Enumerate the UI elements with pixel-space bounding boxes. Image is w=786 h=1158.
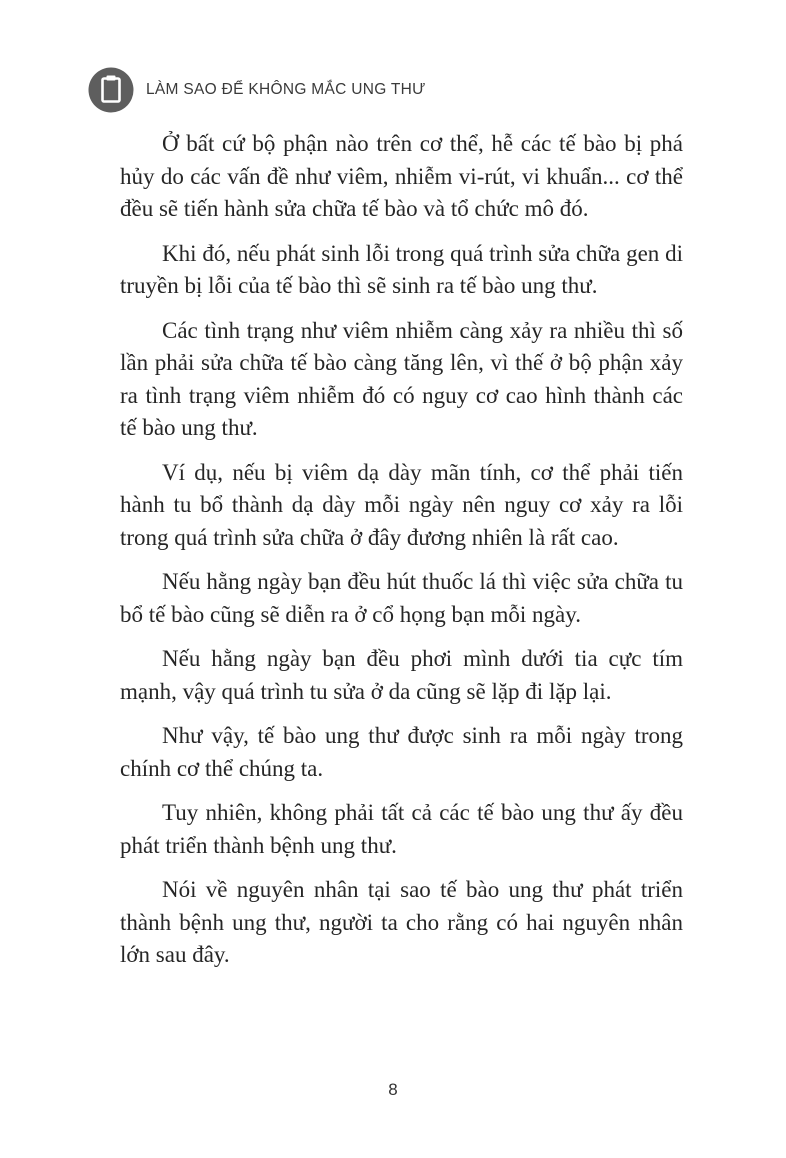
paragraph: Nói về nguyên nhân tại sao tế bào ung thư phát triển thành bệnh ung thư, người ta cho rằng có hai nguyên nhân lớn sau đây.: [120, 877, 683, 967]
paragraph: Nếu hằng ngày bạn đều hút thuốc lá thì việc sửa chữa tu bổ tế bào cũng sẽ diễn ra ở cổ họng bạn mỗi ngày.: [120, 569, 683, 627]
paragraph: Tuy nhiên, không phải tất cả các tế bào ung thư ấy đều phát triển thành bệnh ung thư.: [120, 800, 683, 858]
page-number: 8: [388, 1080, 398, 1099]
running-header: [88, 67, 426, 113]
paragraph: Nếu hằng ngày bạn đều phơi mình dưới tia cực tím mạnh, vậy quá trình tu sửa ở da cũng sẽ lặp đi lặp lại.: [120, 646, 683, 704]
paragraph: Các tình trạng như viêm nhiễm càng xảy ra nhiều thì số lần phải sửa chữa tế bào càng tăng lên, vì thế ở bộ phận xảy ra tình trạng viêm nhiễm đó có nguy cơ cao hình thành các tế bào ung thư.: [120, 317, 683, 440]
header-title: LÀM SAO ĐỂ KHÔNG MẮC UNG THƯ: [146, 81, 426, 98]
paragraph: Khi đó, nếu phát sinh lỗi trong quá trình sửa chữa gen di truyền bị lỗi của tế bào thì sẽ sinh ra tế bào ung thư.: [120, 240, 683, 298]
paragraph: Ở bất cứ bộ phận nào trên cơ thể, hễ các tế bào bị phá hủy do các vấn đề như viêm, nhiễm vi-rút, vi khuẩn... cơ thể đều sẽ tiến hành sửa chữa tế bào và tổ chức mô đó.: [120, 131, 683, 221]
paragraph: Ví dụ, nếu bị viêm dạ dày mãn tính, cơ thể phải tiến hành tu bổ thành dạ dày mỗi ngày nên nguy cơ xảy ra lỗi trong quá trình sửa chữa ở đây đương nhiên là rất cao.: [120, 459, 683, 550]
paragraph: Như vậy, tế bào ung thư được sinh ra mỗi ngày trong chính cơ thể chúng ta.: [120, 723, 683, 781]
body-text: [120, 128, 683, 984]
clipboard-icon: [88, 67, 134, 113]
